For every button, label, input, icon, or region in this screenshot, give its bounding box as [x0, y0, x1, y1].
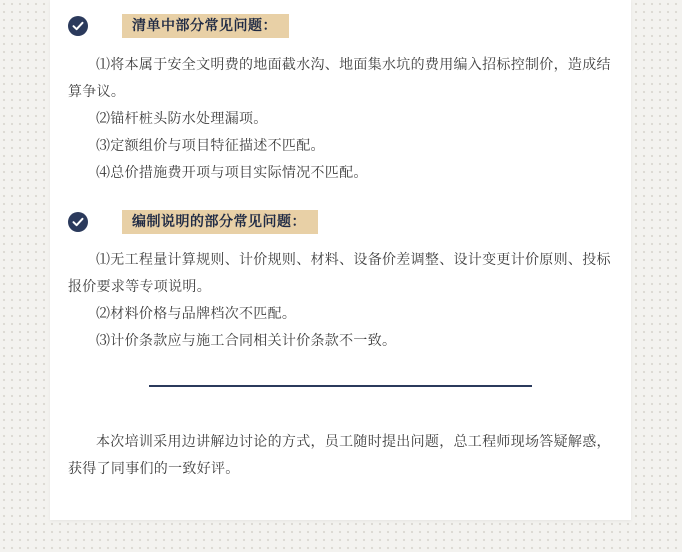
- summary-paragraph: 本次培训采用边讲解边讨论的方式，员工随时提出问题，总工程师现场答疑解惑，获得了同事们的一致好评。: [68, 434, 611, 477]
- section-1-item-2: ⑵锚杆桩头防水处理漏项。: [96, 111, 268, 127]
- section-2-item-1: ⑴无工程量计算规则、计价规则、材料、设备价差调整、设计变更计价原则、投标报价要求等专项说明。: [68, 252, 611, 295]
- section-1-item-4: ⑷总价措施费开项与项目实际情况不匹配。: [96, 165, 368, 181]
- divider-line: [149, 385, 532, 387]
- check-circle-icon: [68, 16, 88, 36]
- section-2-item-2: ⑵材料价格与品牌档次不匹配。: [96, 306, 297, 322]
- section-2-item-3: ⑶计价条款应与施工合同相关计价条款不一致。: [96, 333, 397, 349]
- section-1-title: 清单中部分常见问题：: [122, 14, 289, 38]
- section-1-header: [68, 13, 289, 39]
- section-2-title: 编制说明的部分常见问题：: [122, 210, 318, 234]
- section-2-header: [68, 209, 318, 235]
- check-circle-icon: [68, 212, 88, 232]
- section-1-item-3: ⑶定额组价与项目特征描述不匹配。: [96, 138, 325, 154]
- section-1-item-1: ⑴将本属于安全文明费的地面截水沟、地面集水坑的费用编入招标控制价，造成结算争议。: [68, 57, 611, 100]
